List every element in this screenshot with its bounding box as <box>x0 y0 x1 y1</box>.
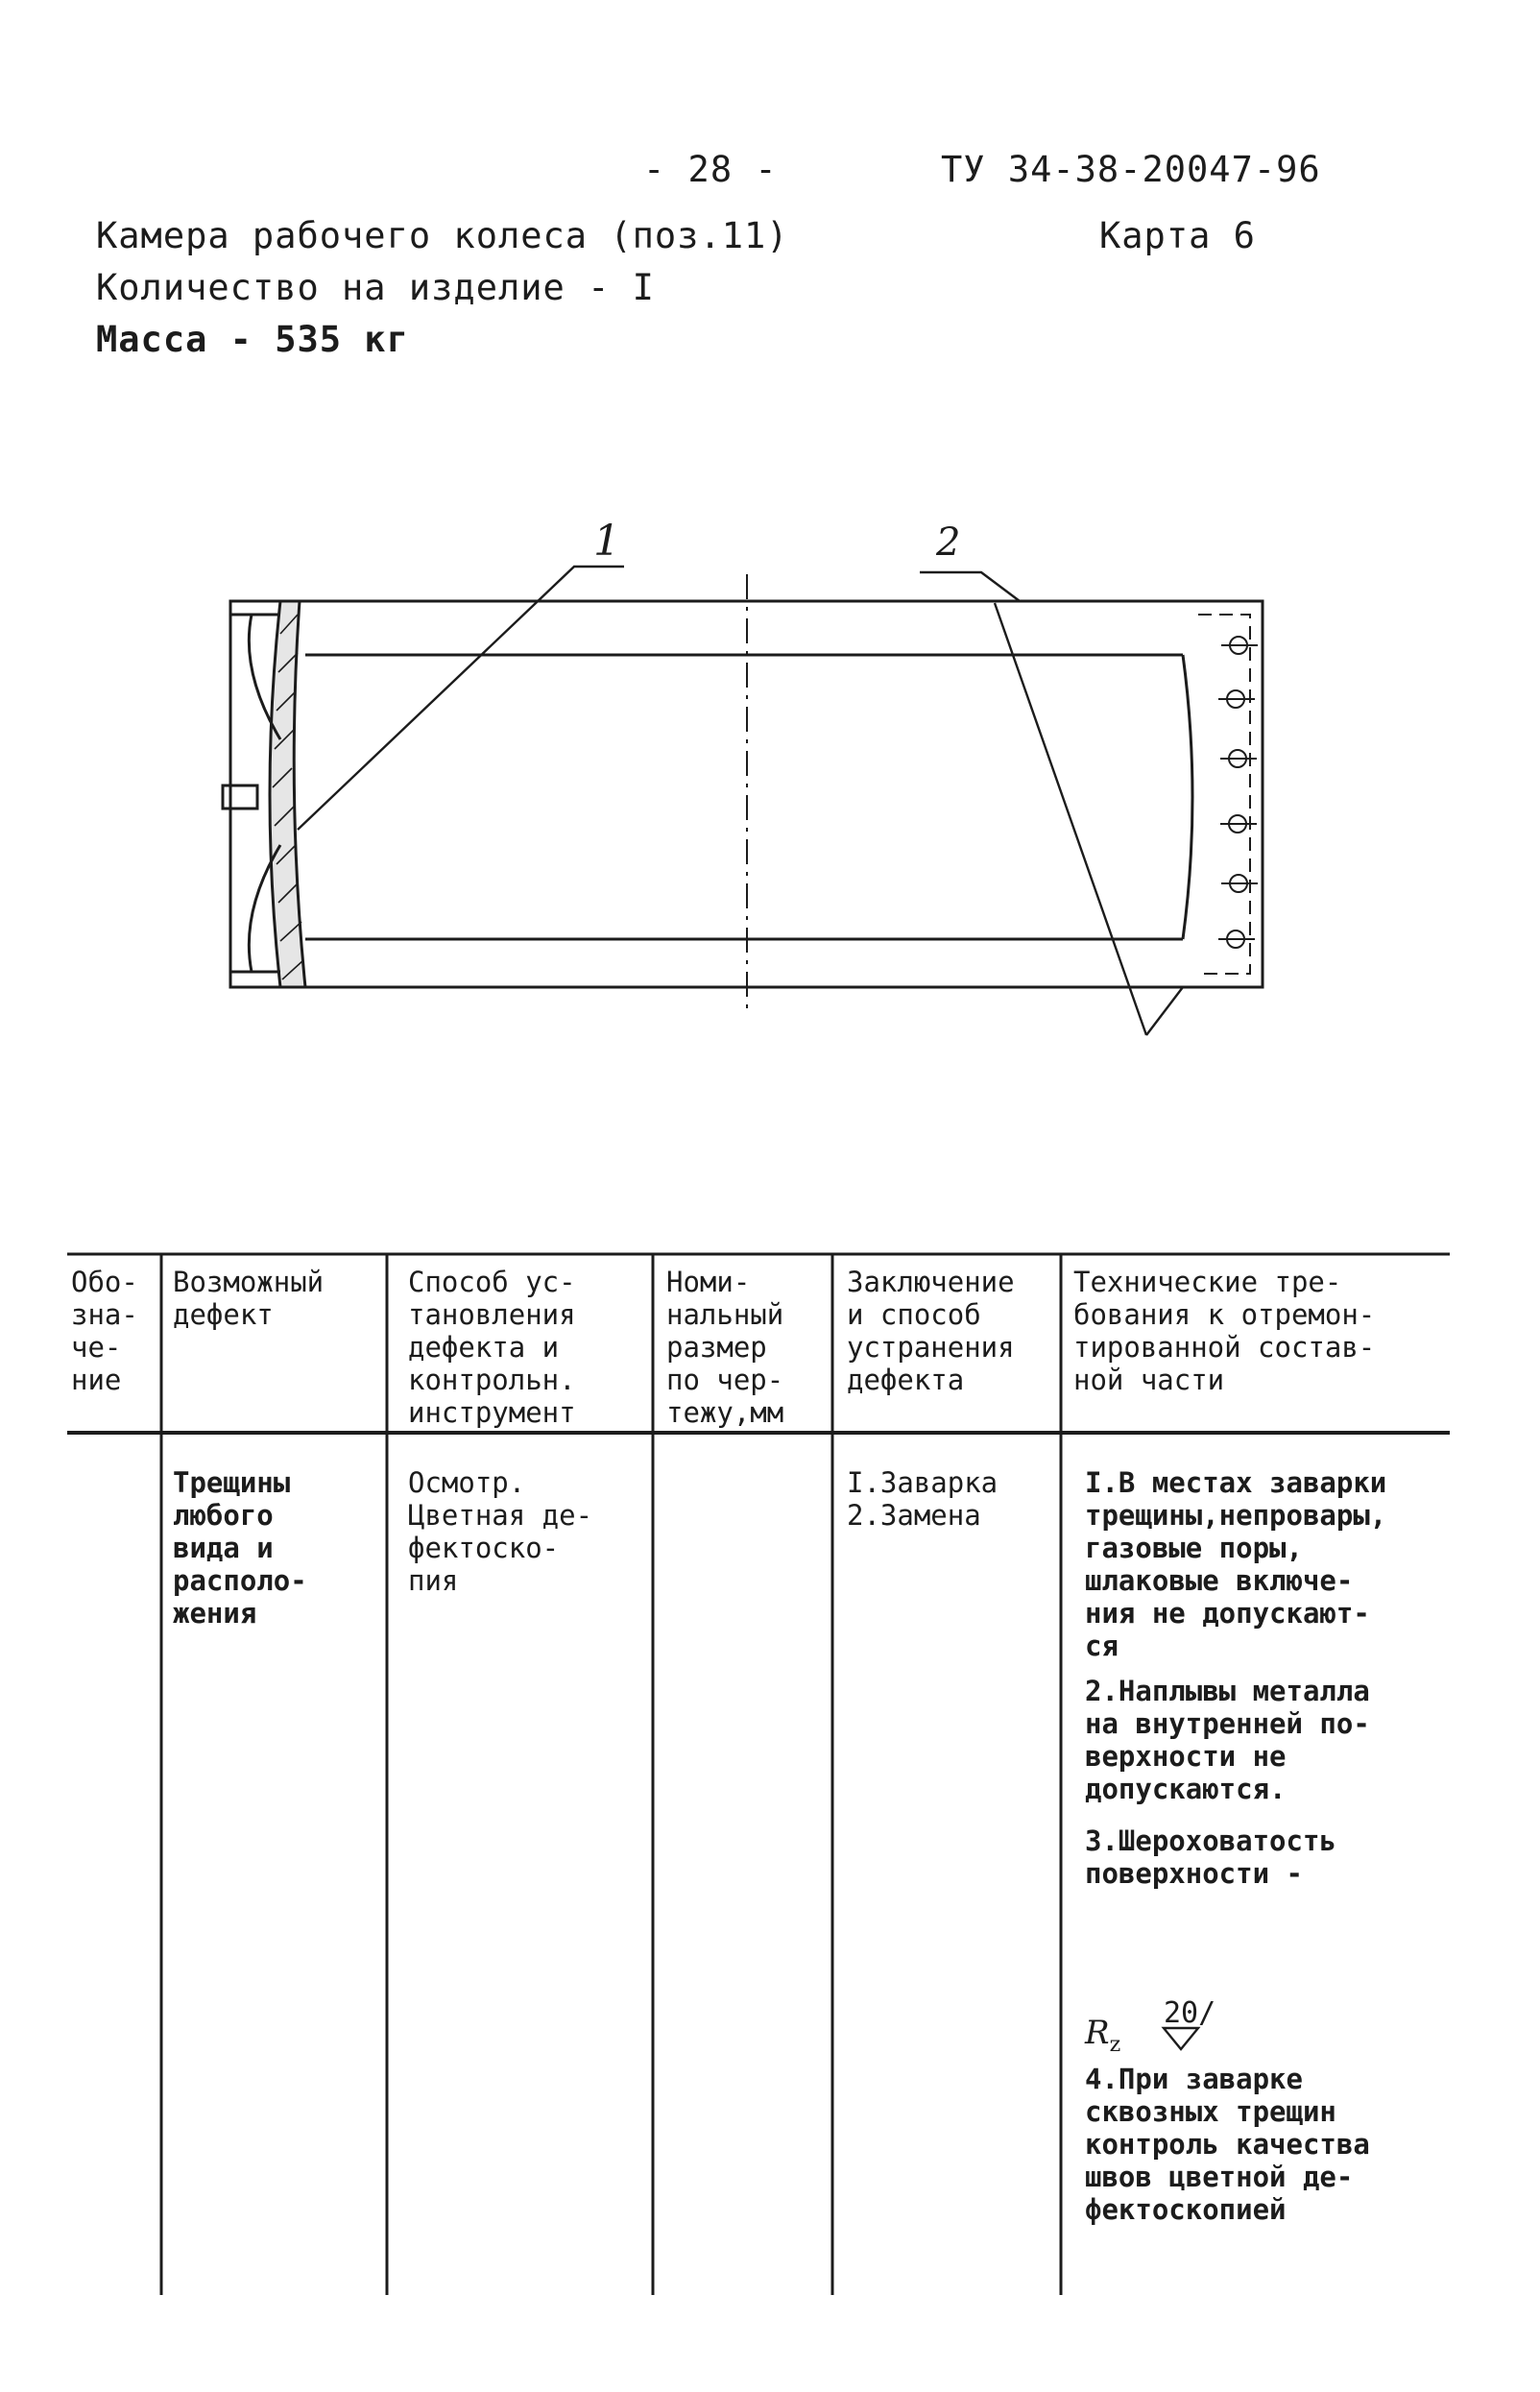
cell-conclusion: I.Заварка 2.Замена <box>847 1466 999 1532</box>
column-header-conclusion: Заключение и способ устранения дефекта <box>847 1266 1015 1396</box>
mass-line: Масса - 535 кг <box>96 319 409 360</box>
left-lug <box>223 785 257 809</box>
roughness-value: 20/ <box>1164 1996 1216 2030</box>
cell-defect: Трещины любого вида и располо- жения <box>173 1466 307 1630</box>
requirement-3: 3.Шероховатость поверхности - <box>1085 1824 1336 1890</box>
roughness-letter: R <box>1085 2014 1110 2052</box>
column-header-method: Способ ус- тановления дефекта и контрольн. инструмент <box>408 1266 576 1429</box>
roughness-subscript: z <box>1109 2032 1121 2057</box>
column-header-defect: Возможный дефект <box>173 1266 325 1331</box>
column-header-designation: Обо- зна- че- ние <box>71 1266 138 1396</box>
requirement-2: 2.Наплывы металла на внутренней по- верхности не допускаются. <box>1085 1675 1370 1805</box>
requirement-1: I.В местах заварки трещины,непровары, газовые поры, шлаковые включе- ния не допускают- ся <box>1085 1466 1387 1662</box>
callout-2: 2 <box>936 520 961 565</box>
card-label: Карта 6 <box>1099 215 1256 256</box>
callout-1: 1 <box>593 517 620 566</box>
quantity-line: Количество на изделие - I <box>96 267 655 308</box>
requirement-4: 4.При заварке сквозных трещин контроль качества швов цветной де- фектоскопией <box>1085 2063 1370 2226</box>
roughness-symbol <box>1085 2014 1120 2057</box>
part-title: Камера рабочего колеса (поз.11) <box>96 215 789 256</box>
leader-line-1 <box>298 567 624 830</box>
leader-line-2a <box>995 603 1146 1035</box>
roughness-mark <box>1164 2028 1198 2049</box>
right-flange-dashed <box>1198 615 1250 974</box>
left-flange <box>270 601 305 987</box>
cell-method: Осмотр. Цветная де- фектоско- пия <box>408 1466 593 1597</box>
page-number: - 28 - <box>643 149 778 190</box>
leader-line-2b <box>1146 987 1183 1035</box>
right-bore-edge <box>1183 655 1192 939</box>
bolt-holes <box>1218 637 1258 948</box>
column-header-nominal-size: Номи- нальный размер по чер- тежу,мм <box>666 1266 784 1429</box>
column-header-requirements: Технические тре- бования к отремон- тированной состав- ной части <box>1073 1266 1376 1396</box>
document-code: ТУ 34-38-20047-96 <box>941 149 1321 190</box>
leader-line-2 <box>920 572 1020 601</box>
